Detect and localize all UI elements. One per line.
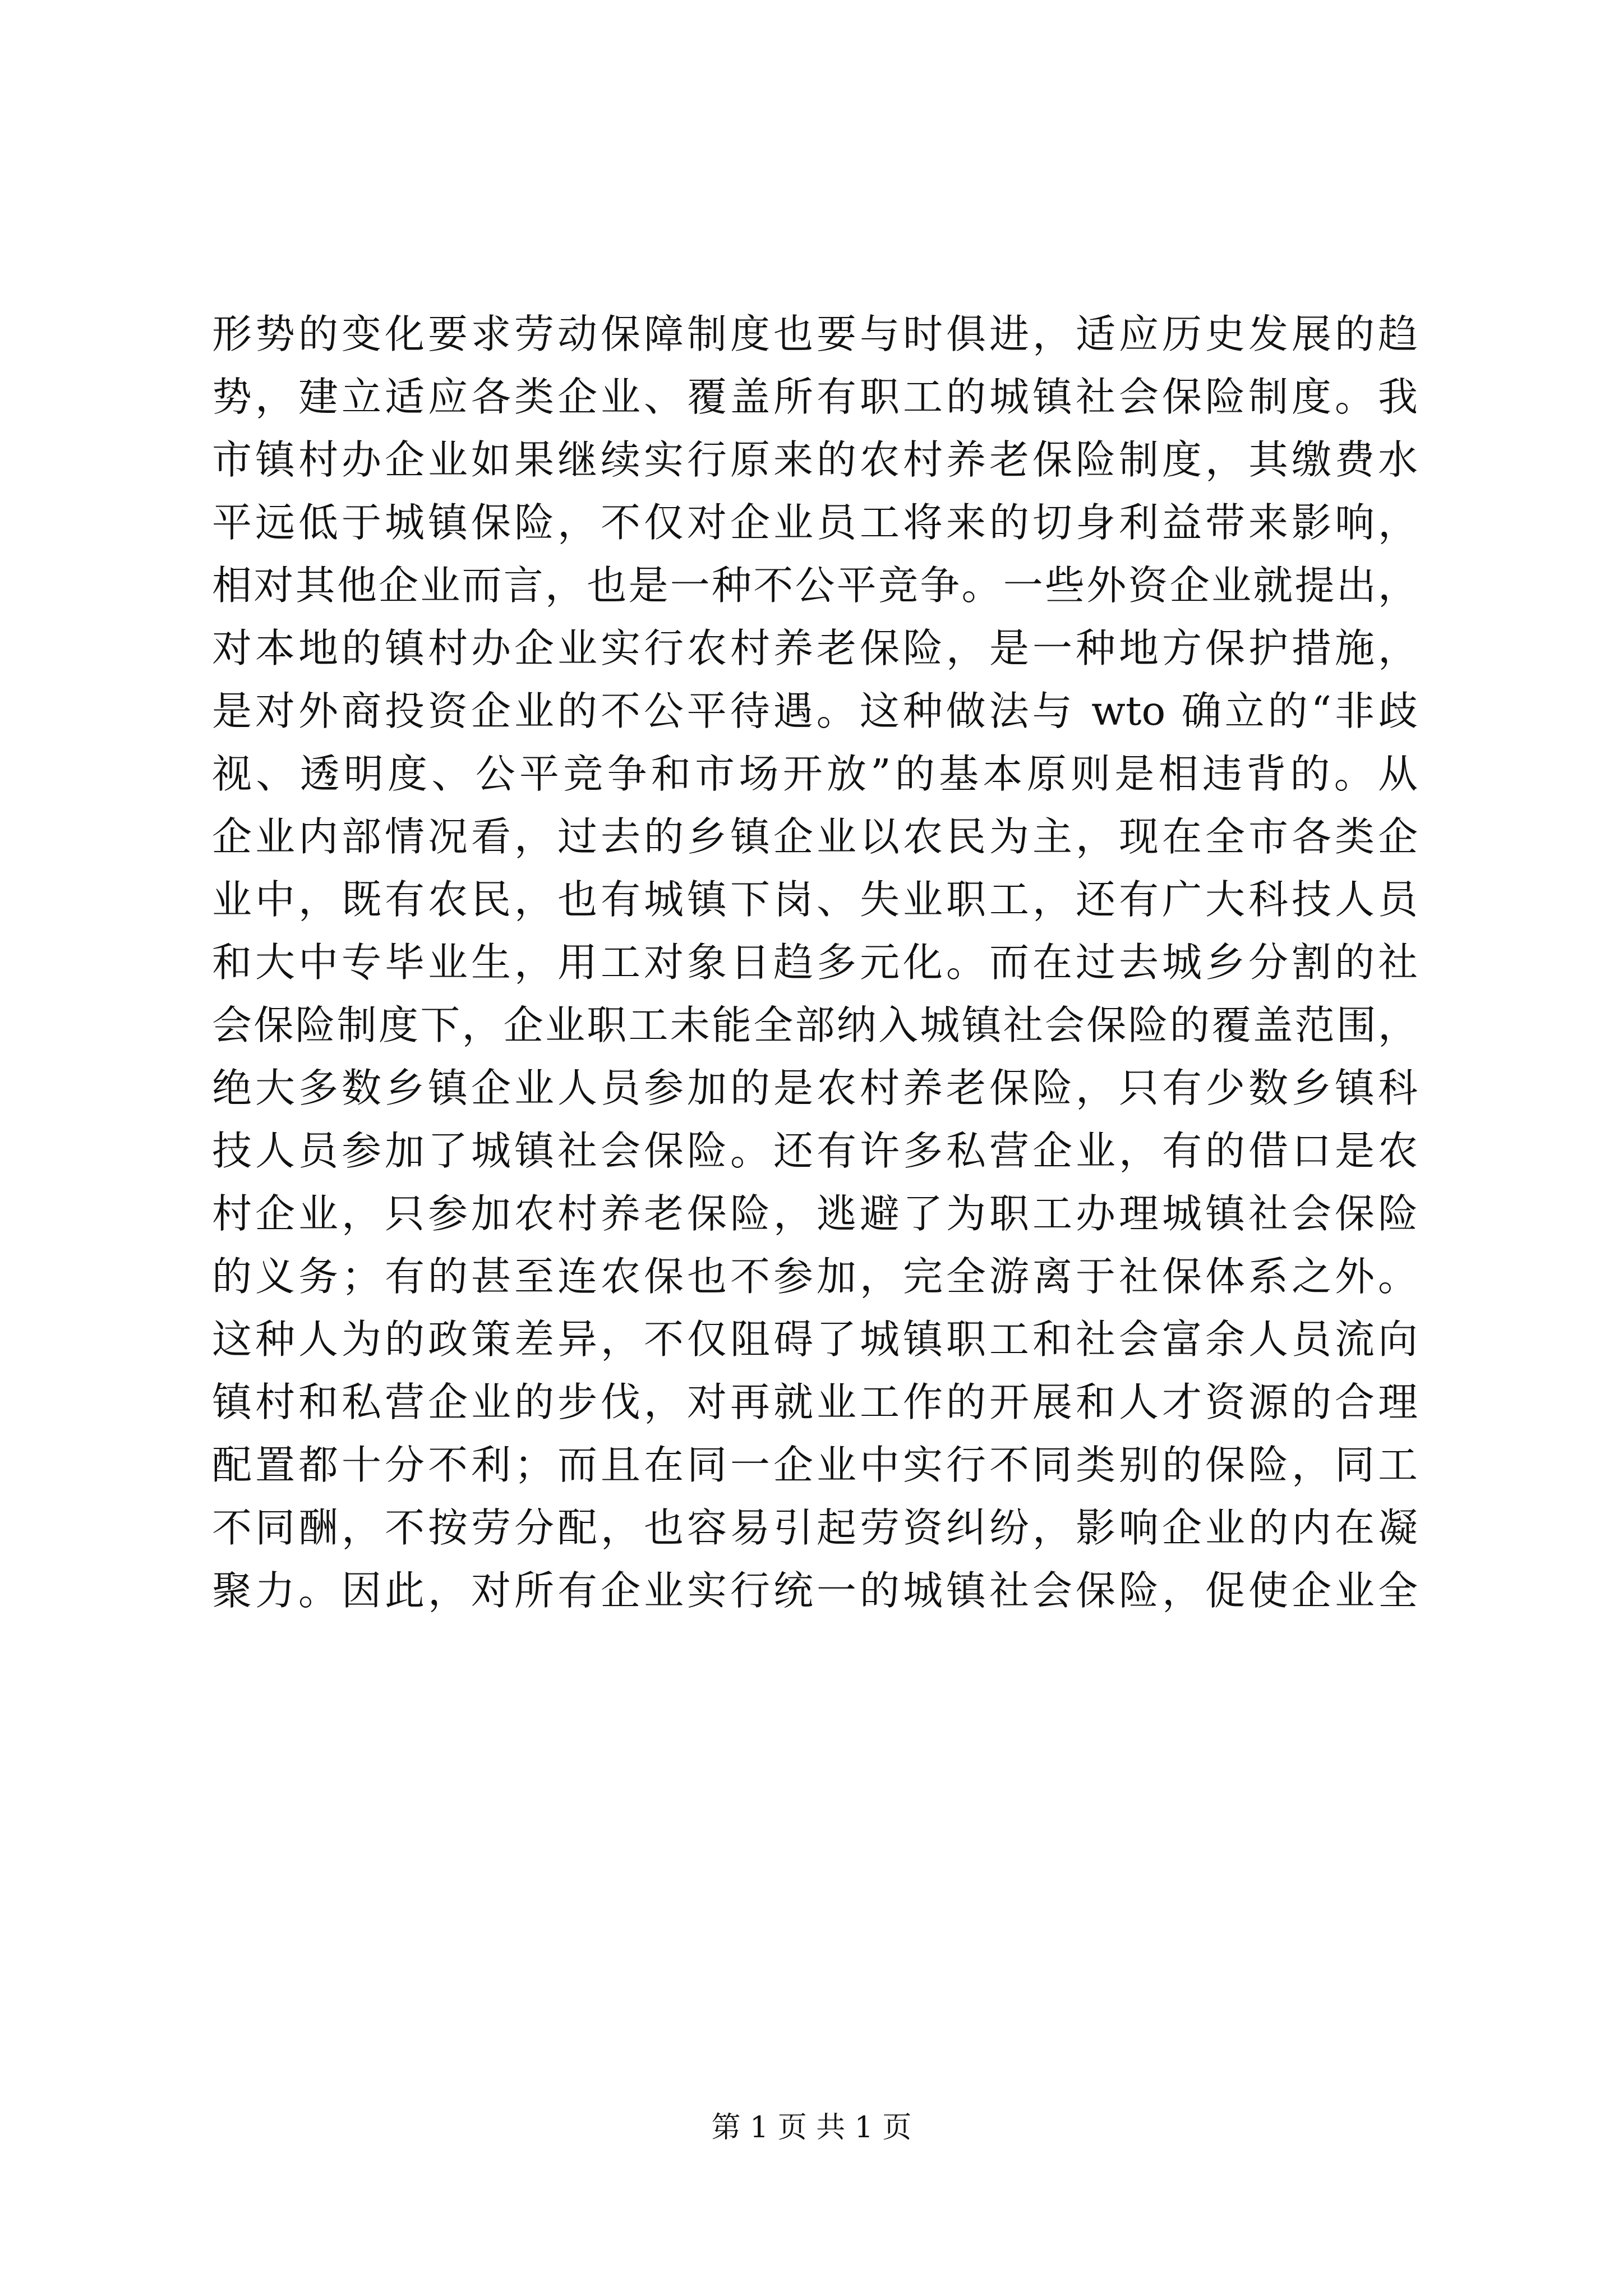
text-line: 这种人为的政策差异，不仅阻碍了城镇职工和社会富余人员流向 — [212, 1316, 1418, 1363]
text-line: 技人员参加了城镇社会保险。还有许多私营企业，有的借口是农 — [212, 1128, 1418, 1174]
text-line: 形势的变化要求劳动保障制度也要与时俱进，适应历史发展的趋 — [212, 311, 1418, 357]
text-line: 相对其他企业而言，也是一种不公平竞争。一些外资企业就提出， — [212, 562, 1418, 609]
text-line: 的义务；有的甚至连农保也不参加，完全游离于社保体系之外。 — [212, 1253, 1418, 1300]
text-line: 不同酬，不按劳分配，也容易引起劳资纠纷，影响企业的内在凝 — [212, 1504, 1418, 1551]
text-line: 市镇村办企业如果继续实行原来的农村养老保险制度，其缴费水 — [212, 436, 1418, 483]
body-paragraph — [212, 303, 1418, 1622]
page-number-label: 第 1 页 共 1 页 — [711, 2111, 912, 2145]
text-line: 会保险制度下，企业职工未能全部纳入城镇社会保险的覆盖范围， — [212, 1002, 1418, 1048]
text-line: 聚力。因此，对所有企业实行统一的城镇社会保险，促使企业全 — [212, 1567, 1418, 1614]
text-line: 视、透明度、公平竞争和市场开放”的基本原则是相违背的。从 — [212, 751, 1418, 797]
text-line: 村企业，只参加农村养老保险，逃避了为职工办理城镇社会保险 — [212, 1190, 1418, 1237]
page-footer — [0, 2108, 1623, 2147]
text-line: 是对外商投资企业的不公平待遇。这种做法与 wto 确立的“非歧 — [212, 688, 1418, 734]
text-line: 配置都十分不利；而且在同一企业中实行不同类别的保险，同工 — [212, 1442, 1418, 1488]
text-line: 业中，既有农民，也有城镇下岗、失业职工，还有广大科技人员 — [212, 876, 1418, 923]
text-line: 对本地的镇村办企业实行农村养老保险，是一种地方保护措施， — [212, 625, 1418, 671]
text-line: 平远低于城镇保险，不仅对企业员工将来的切身利益带来影响， — [212, 499, 1418, 546]
text-line: 企业内部情况看，过去的乡镇企业以农民为主，现在全市各类企 — [212, 813, 1418, 860]
text-line: 势，建立适应各类企业、覆盖所有职工的城镇社会保险制度。我 — [212, 374, 1418, 420]
text-line: 镇村和私营企业的步伐，对再就业工作的开展和人才资源的合理 — [212, 1379, 1418, 1425]
text-line: 绝大多数乡镇企业人员参加的是农村养老保险，只有少数乡镇科 — [212, 1065, 1418, 1111]
text-line: 和大中专毕业生，用工对象日趋多元化。而在过去城乡分割的社 — [212, 939, 1418, 986]
